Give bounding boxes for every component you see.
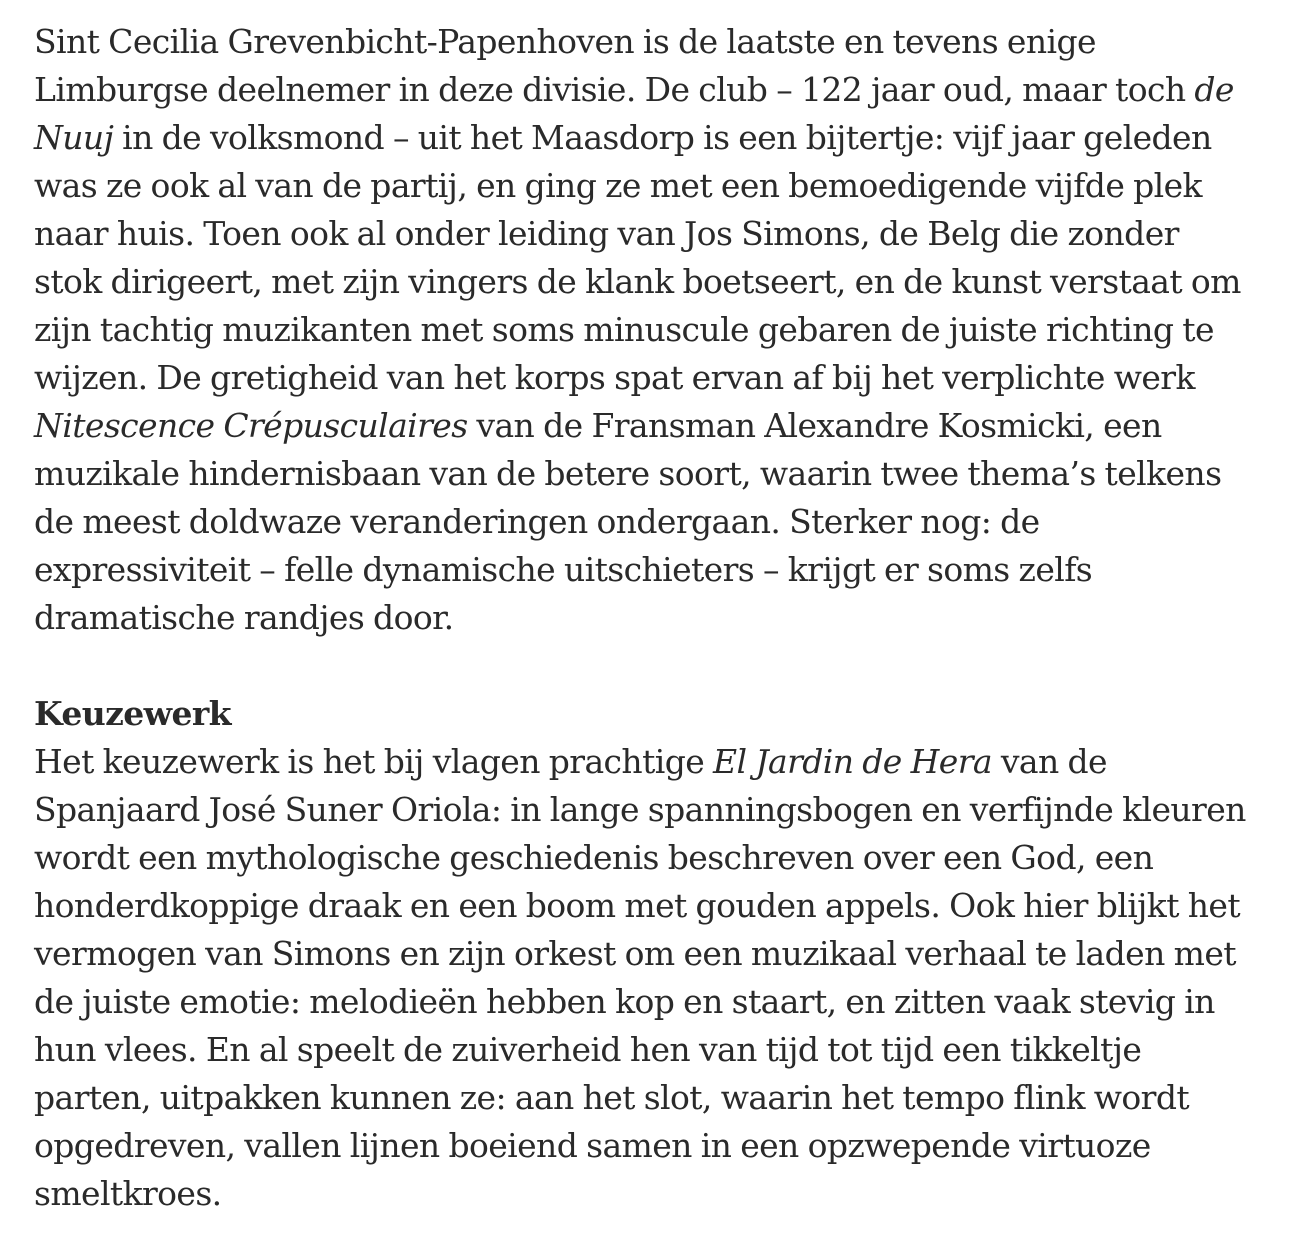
text-line (34, 738, 1294, 786)
text-line (34, 66, 1294, 114)
text-run: de meest doldwaze veranderingen ondergaan. Sterker nog: de (34, 502, 1040, 541)
text-line (34, 114, 1294, 162)
text-line (34, 258, 1294, 306)
italic-text: Nuuj (34, 118, 114, 157)
text-line (34, 18, 1294, 66)
text-line (34, 1074, 1294, 1122)
text-run: in de volksmond – uit het Maasdorp is een bijtertje: vijf jaar geleden (113, 118, 1212, 157)
text-line (34, 498, 1294, 546)
text-line (34, 402, 1294, 450)
text-run: muzikale hindernisbaan van de betere soort, waarin twee thema’s telkens (34, 454, 1222, 493)
text-run: parten, uitpakken kunnen ze: aan het slot, waarin het tempo flink wordt (34, 1078, 1190, 1117)
text-line (34, 1026, 1294, 1074)
text-run: smeltkroes. (34, 1174, 222, 1213)
italic-text: de (1194, 70, 1234, 109)
paragraph-intro (34, 18, 1294, 642)
text-line (34, 546, 1294, 594)
paragraph-keuzewerk (34, 738, 1294, 1218)
text-run: Limburgse deelnemer in deze divisie. De club – 122 jaar oud, maar toch (34, 70, 1195, 109)
text-run: wordt een mythologische geschiedenis beschreven over een God, een (34, 838, 1154, 877)
text-run: van de Fransman Alexandre Kosmicki, een (467, 406, 1162, 445)
text-run: vermogen van Simons en zijn orkest om een muzikaal verhaal te laden met (34, 934, 1236, 973)
text-run: dramatische randjes door. (34, 598, 454, 637)
text-run: zijn tachtig muzikanten met soms minuscule gebaren de juiste richting te (34, 310, 1214, 349)
italic-text: Nitescence Crépusculaires (34, 406, 468, 445)
text-line (34, 354, 1294, 402)
text-run: Spanjaard José Suner Oriola: in lange spanningsbogen en verfijnde kleuren (34, 790, 1246, 829)
text-run: hun vlees. En al speelt de zuiverheid hen van tijd tot tijd een tikkeltje (34, 1030, 1142, 1069)
text-line (34, 978, 1294, 1026)
text-run: honderdkoppige draak en een boom met gouden appels. Ook hier blijkt het (34, 886, 1240, 925)
text-line (34, 210, 1294, 258)
text-line (34, 450, 1294, 498)
text-line (34, 1122, 1294, 1170)
text-run: wijzen. De gretigheid van het korps spat ervan af bij het verplichte werk (34, 358, 1195, 397)
text-line (34, 1170, 1294, 1218)
text-run: Het keuzewerk is het bij vlagen prachtige (34, 742, 714, 781)
article-body (34, 18, 1294, 1218)
text-line (34, 786, 1294, 834)
text-run: van de (991, 742, 1107, 781)
paragraph-spacer (34, 642, 1294, 690)
italic-text: El Jardin de Hera (713, 742, 992, 781)
text-run: expressiviteit – felle dynamische uitschieters – krijgt er soms zelfs (34, 550, 1093, 589)
text-run: opgedreven, vallen lijnen boeiend samen in een opzwepende virtuoze (34, 1126, 1151, 1165)
text-run: was ze ook al van de partij, en ging ze met een bemoedigende vijfde plek (34, 166, 1202, 205)
text-line (34, 834, 1294, 882)
text-run: stok dirigeert, met zijn vingers de klank boetseert, en de kunst verstaat om (34, 262, 1241, 301)
text-line (34, 882, 1294, 930)
text-run: naar huis. Toen ook al onder leiding van Jos Simons, de Belg die zonder (34, 214, 1179, 253)
text-line (34, 162, 1294, 210)
text-run: de juiste emotie: melodieën hebben kop en staart, en zitten vaak stevig in (34, 982, 1215, 1021)
section-heading: Keuzewerk (34, 694, 231, 733)
text-run: Sint Cecilia Grevenbicht-Papenhoven is de laatste en tevens enige (34, 22, 1096, 61)
text-line (34, 930, 1294, 978)
text-line (34, 594, 1294, 642)
text-line (34, 306, 1294, 354)
